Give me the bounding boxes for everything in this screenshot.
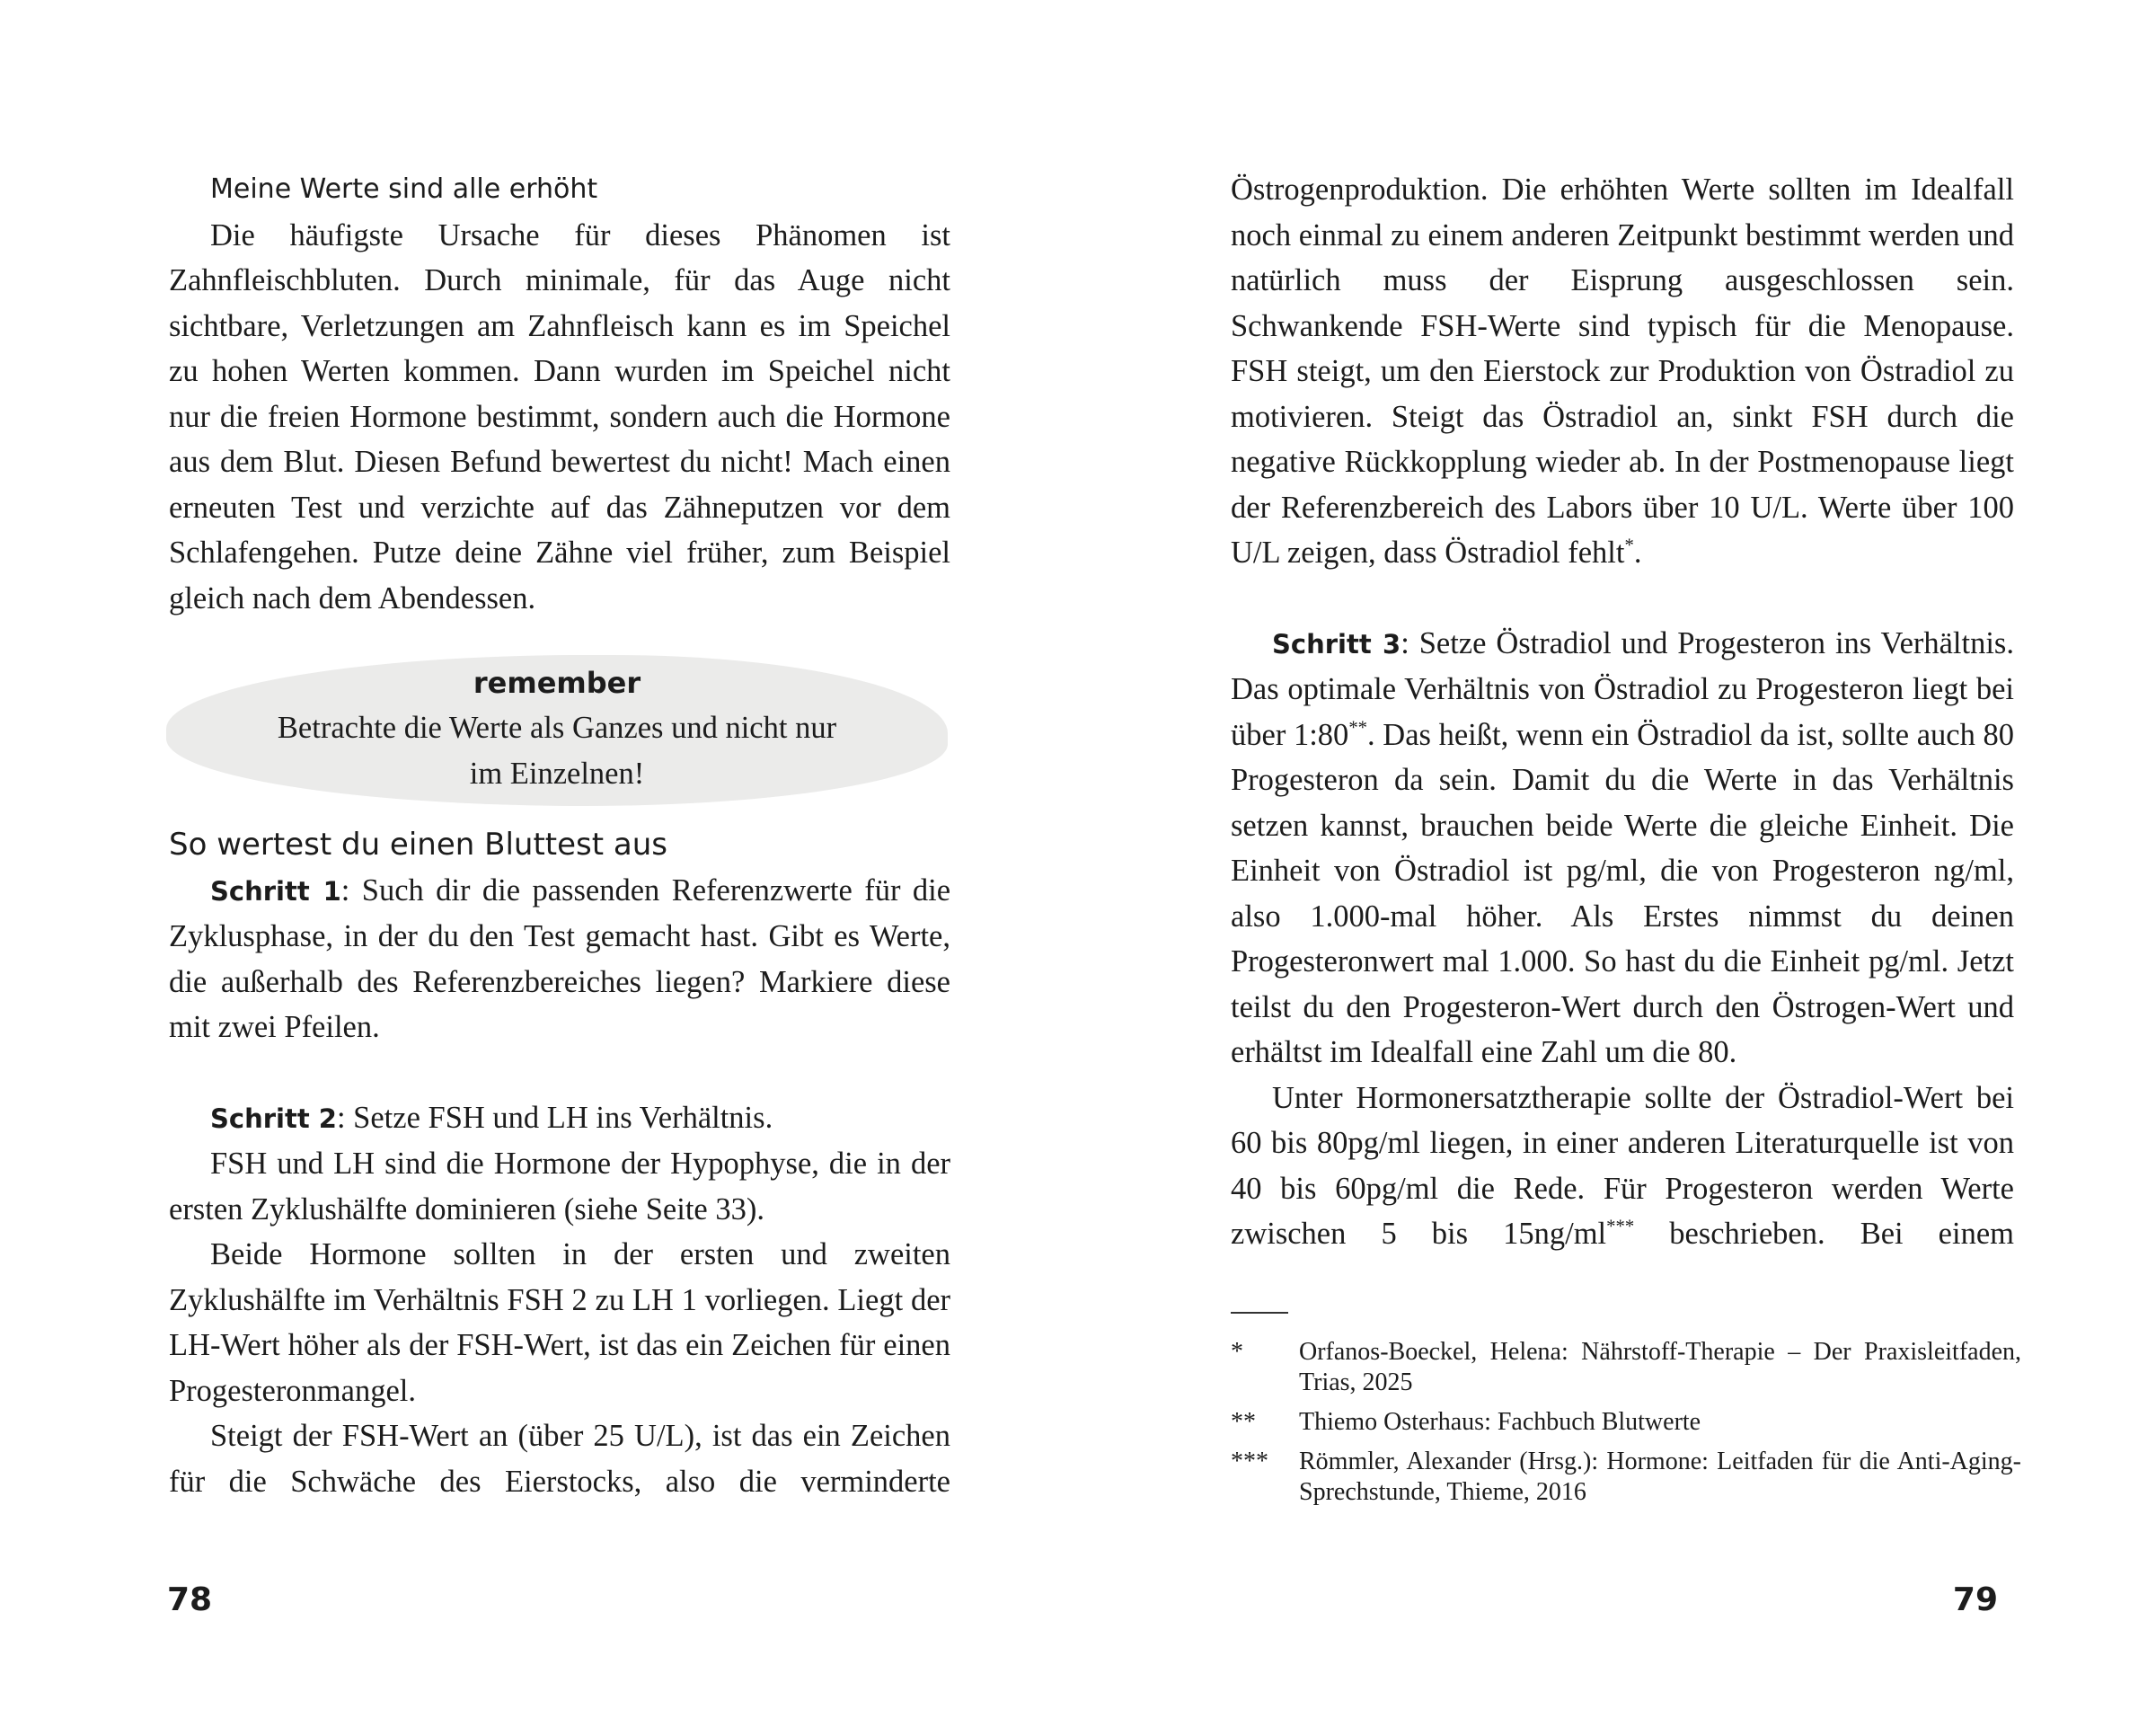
footnote-1 bbox=[1231, 1337, 2021, 1398]
step-3-label: Schritt 3 bbox=[1272, 628, 1401, 660]
paragraph-estrogen-end: . bbox=[1633, 536, 1642, 570]
right-text-column bbox=[1231, 167, 2014, 1257]
step-3-text-b: . Das heißt, wenn ein Östradiol da ist, sollte auch 80 Progesteron da sein. Damit du die Werte in das Verhältnis setzen kannst, brauchen beide Werte die gleiche Einheit. Die Einheit von Östradiol ist pg/ml, die von Progesteron ng/ml, also 1.000-mal höher. Als Erstes nimmst du deinen Progesteronwert mal 1.000. So hast du die Einheit pg/ml. Jetzt teilst du den Progesteron-Wert durch den Östrogen-Wert und erhältst im Idealfall eine Zahl um die 80. bbox=[1231, 717, 2014, 1069]
step-2-paragraph bbox=[169, 1095, 950, 1142]
remember-box bbox=[166, 655, 948, 806]
paragraph-hrt-text-b: beschrieben. Bei einem bbox=[1634, 1217, 2014, 1251]
remember-text bbox=[166, 705, 948, 796]
right-page bbox=[1078, 0, 2156, 1718]
remember-title: remember bbox=[473, 666, 641, 700]
paragraph-estrogen bbox=[1231, 167, 2014, 576]
footnote-3 bbox=[1231, 1447, 2021, 1508]
step-2-text: : Setze FSH und LH ins Verhältnis. bbox=[336, 1100, 773, 1135]
step-3-text-a: : Setze Östradiol und Progesteron ins Verhältnis. Das optimale Verhältnis von Östradiol zu Progesteron liegt bei über 1:80 bbox=[1231, 625, 2014, 752]
step-1-text: : Such dir die passenden Referenzwerte für die Zyklusphase, in der du den Test gemacht hast. Gibt es Werte, die außerhalb des Referenzbereiches liegen? Markiere diese mit zwei Pfeilen. bbox=[169, 872, 951, 1044]
step-3-paragraph bbox=[1231, 621, 2014, 1076]
remember-line-1: Betrachte die Werte als Ganzes und nicht nur bbox=[277, 711, 837, 745]
step-1-label: Schritt 1 bbox=[210, 875, 341, 907]
section-heading: So wertest du einen Bluttest aus bbox=[169, 827, 667, 863]
footnote-2-mark: ** bbox=[1231, 1408, 1256, 1436]
subheading: Meine Werte sind alle erhöht bbox=[210, 173, 598, 205]
step-1-paragraph bbox=[169, 868, 950, 1050]
page-number-right: 79 bbox=[1952, 1581, 1998, 1618]
paragraph-saliva: Die häufigste Ursache für dieses Phänomen ist Zahnfleischbluten. Durch minimale, für das Auge nicht sichtbare, Verletzungen am Zahnfleisch kann es im Speichel zu hohen Werten kommen. Dann wurden im Speichel nicht nur die freien Hormone bestimmt, sondern auch die Hormone aus dem Blut. Diesen Befund bewertest du nicht! Mach einen erneuten Test und verzichte auf das Zähneputzen vor dem Schlafengehen. Putze deine Zähne viel früher, zum Beispiel gleich nach dem Abendessen. bbox=[169, 217, 950, 615]
footnote-ref-2: ** bbox=[1348, 718, 1367, 738]
footnote-1-text: Orfanos-Boeckel, Helena: Nährstoff-Therapie – Der Praxisleitfaden, Trias, 2025 bbox=[1299, 1338, 2021, 1396]
page-number-left: 78 bbox=[167, 1581, 213, 1618]
paragraph-hrt bbox=[1231, 1076, 2014, 1257]
footnote-2 bbox=[1231, 1407, 2021, 1438]
paragraph-fsh-rise: Steigt der FSH-Wert an (über 25 U/L), ist das ein Zeichen für die Schwäche des Eierstocks, also die verminderte bbox=[169, 1419, 950, 1499]
footnote-ref-3: *** bbox=[1606, 1217, 1635, 1237]
left-text-column bbox=[169, 167, 950, 1504]
footnote-1-mark: * bbox=[1231, 1338, 1243, 1366]
footnote-3-mark: *** bbox=[1231, 1448, 1268, 1475]
footnote-ref-1: * bbox=[1624, 536, 1634, 556]
footnote-3-text: Römmler, Alexander (Hrsg.): Hormone: Leitfaden für die Anti-Aging-Sprechstunde, Thieme, 2016 bbox=[1299, 1448, 2021, 1506]
paragraph-fsh-lh: FSH und LH sind die Hormone der Hypophyse, die in der ersten Zyklushälfte dominieren (siehe Seite 33). bbox=[169, 1147, 950, 1227]
step-2-label: Schritt 2 bbox=[210, 1103, 337, 1134]
paragraph-estrogen-text: Östrogenproduktion. Die erhöhten Werte sollten im Idealfall noch einmal zu einem anderen Zeitpunkt bestimmt werden und natürlich muss der Eisprung ausgeschlossen sein. Schwankende FSH-Werte sind typisch für die Menopause. FSH steigt, um den Eierstock zur Produktion von Östradiol zu motivieren. Steigt das Östradiol an, sinkt FSH durch die negative Rückkopplung wieder ab. In der Postmenopause liegt der Referenzbereich des Labors über 10 U/L. Werte über 100 U/L zeigen, dass Östradiol fehlt bbox=[1231, 173, 2014, 570]
paragraph-hrt-text-a: Unter Hormonersatztherapie sollte der Östradiol-Wert bei 60 bis 80pg/ml liegen, in einer anderen Literaturquelle ist von 40 bis 60pg/ml die Rede. Für Progesteron werden Werte zwischen 5 bis 15ng/ml bbox=[1231, 1080, 2014, 1251]
footnote-divider bbox=[1231, 1312, 1288, 1314]
footnote-2-text: Thiemo Osterhaus: Fachbuch Blutwerte bbox=[1299, 1408, 1701, 1436]
remember-line-2: im Einzelnen! bbox=[469, 756, 645, 791]
footnotes bbox=[1231, 1312, 2021, 1517]
paragraph-ratio: Beide Hormone sollten in der ersten und zweiten Zyklushälfte im Verhältnis FSH 2 zu LH 1 vorliegen. Liegt der LH-Wert höher als der FSH-Wert, ist das ein Zeichen für einen Progesteronmangel. bbox=[169, 1237, 950, 1408]
